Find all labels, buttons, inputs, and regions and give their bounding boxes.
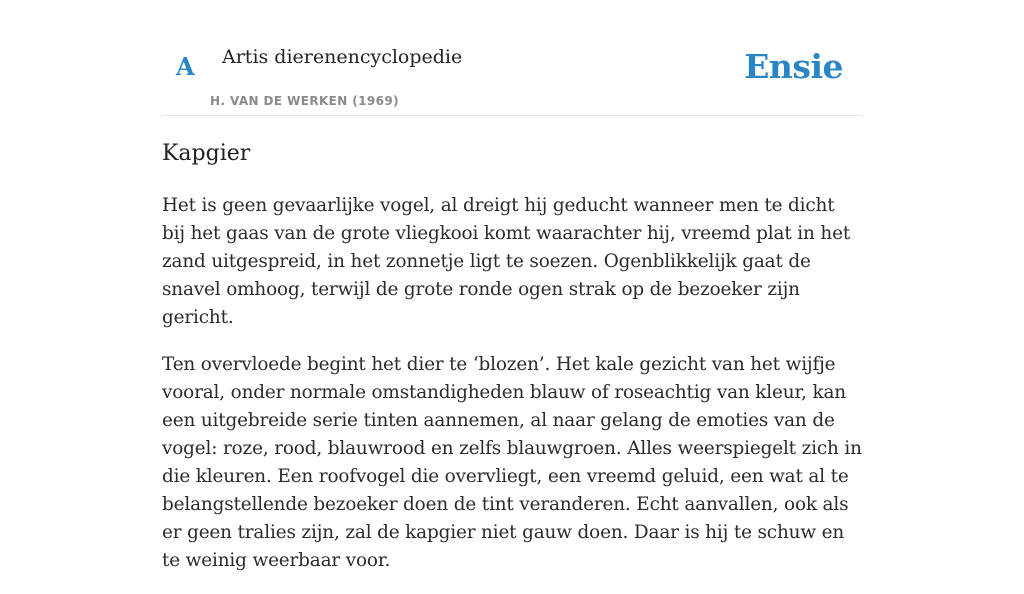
source-header [162, 0, 862, 116]
brand-logo-link[interactable]: Ensie [744, 47, 843, 86]
entry-paragraph: Ten overvloede begint het dier te ‘blozen’. Het kale gezicht van het wijfje vooral, onder normale omstandigheden blauw of roseachtig van kleur, kan een uitgebreide serie tinten aannemen, al naar gelang de emoties van de vogel: roze, rood, blauwrood en zelfs blauwgroen. Alles weerspiegelt zich in die kleuren. Een roofvogel die overvliegt, een vreemd geluid, een wat al te belangstellende bezoeker doen de tint veranderen. Echt aanvallen, ook als er geen tralies zijn, zal de kapgier niet gauw doen. Daar is hij te schuw en te weinig weerbaar voor. [162, 354, 862, 571]
source-title-link[interactable]: Artis dierenencyclopedie [222, 46, 463, 68]
entry-paragraph: Het is geen gevaarlijke vogel, al dreigt hij geducht wanneer men te dicht bij het gaas van de grote vliegkooi komt waarachter hij, vreemd plat in het zand uitgespreid, in het zonnetje ligt te soezen. Ogenblikkelijk gaat de snavel omhoog, terwijl de grote ronde ogen strak op de bezoeker zijn gericht. [162, 195, 851, 328]
entry-title: Kapgier [162, 141, 251, 166]
entry-content [162, 192, 862, 594]
page [162, 0, 862, 571]
source-author: H. VAN DE WERKEN (1969) [210, 94, 400, 108]
source-logo-link[interactable]: A [176, 52, 195, 81]
